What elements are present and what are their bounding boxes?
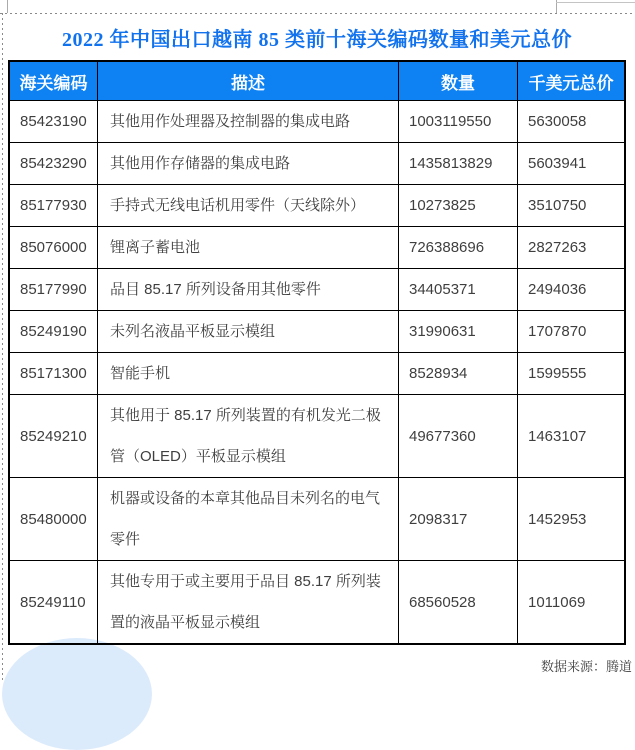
watermark-shape <box>2 638 152 750</box>
cell-hs-code: 85480000 <box>20 510 87 528</box>
table-header-row <box>10 62 624 100</box>
cell-quantity: 10273825 <box>398 185 517 226</box>
header-usd-total: 千美元总价 <box>517 62 624 100</box>
cell-quantity: 726388696 <box>398 227 517 268</box>
page-break-dashed-line-horizontal <box>0 13 635 14</box>
table-row <box>10 560 624 643</box>
cell-quantity: 8528934 <box>398 353 517 394</box>
cell-hs-code: 85249190 <box>20 323 87 340</box>
header-quantity: 数量 <box>398 62 517 100</box>
cell-usd-total: 1599555 <box>517 353 624 394</box>
cell-quantity: 1003119550 <box>398 101 517 142</box>
cell-usd-total: 1452953 <box>517 478 624 560</box>
cell-usd-total: 2827263 <box>517 227 624 268</box>
table-row <box>10 310 624 352</box>
cell-description: 其他用作处理器及控制器的集成电路 <box>97 101 398 142</box>
cell-hs-code: 85249210 <box>20 427 87 445</box>
table-row <box>10 477 624 560</box>
cell-description: 品目 85.17 所列设备用其他零件 <box>97 269 398 310</box>
gridline-fragment-top-right-horizontal <box>556 2 635 3</box>
cell-usd-total: 1011069 <box>517 561 624 643</box>
header-hs-code: 海关编码 <box>10 62 97 100</box>
cell-usd-total: 3510750 <box>517 185 624 226</box>
cell-hs-code: 85249110 <box>20 593 86 611</box>
header-description: 描述 <box>97 62 398 100</box>
cell-description: 其他专用于或主要用于品目 85.17 所列装置的液晶平板显示模组 <box>97 561 398 643</box>
table-row <box>10 352 624 394</box>
cell-description: 其他用作存储器的集成电路 <box>97 143 398 184</box>
cell-quantity: 1435813829 <box>398 143 517 184</box>
cell-description: 未列名液晶平板显示模组 <box>97 311 398 352</box>
cell-hs-code: 85177930 <box>20 197 87 214</box>
table-row <box>10 184 624 226</box>
cell-description: 手持式无线电话机用零件（天线除外） <box>97 185 398 226</box>
cell-usd-total: 5603941 <box>517 143 624 184</box>
cell-description: 锂离子蓄电池 <box>97 227 398 268</box>
table-row <box>10 268 624 310</box>
cell-hs-code: 85423290 <box>20 155 87 172</box>
cell-usd-total: 1707870 <box>517 311 624 352</box>
cell-usd-total: 5630058 <box>517 101 624 142</box>
cell-hs-code: 85171300 <box>20 365 87 382</box>
cell-description: 机器或设备的本章其他品目未列名的电气零件 <box>97 478 398 560</box>
export-data-table <box>8 60 626 645</box>
table-row <box>10 394 624 477</box>
cell-quantity: 31990631 <box>398 311 517 352</box>
cell-usd-total: 2494036 <box>517 269 624 310</box>
cell-description: 智能手机 <box>97 353 398 394</box>
cell-description: 其他用于 85.17 所列装置的有机发光二极管（OLED）平板显示模组 <box>97 395 398 477</box>
page-break-dashed-line-vertical <box>2 13 3 683</box>
data-source-note: 数据来源：腾道 <box>540 659 632 674</box>
cell-quantity: 34405371 <box>398 269 517 310</box>
page-title: 2022 年中国出口越南 85 类前十海关编码数量和美元总价 <box>62 28 572 51</box>
cell-quantity: 2098317 <box>398 478 517 560</box>
table-row <box>10 142 624 184</box>
gridline-fragment-top-left <box>7 0 8 13</box>
cell-hs-code: 85177990 <box>20 281 87 298</box>
cell-hs-code: 85423190 <box>20 113 87 130</box>
cell-usd-total: 1463107 <box>517 395 624 477</box>
table-row <box>10 226 624 268</box>
cell-quantity: 49677360 <box>398 395 517 477</box>
cell-quantity: 68560528 <box>398 561 517 643</box>
table-row <box>10 100 624 142</box>
cell-hs-code: 85076000 <box>20 239 87 256</box>
